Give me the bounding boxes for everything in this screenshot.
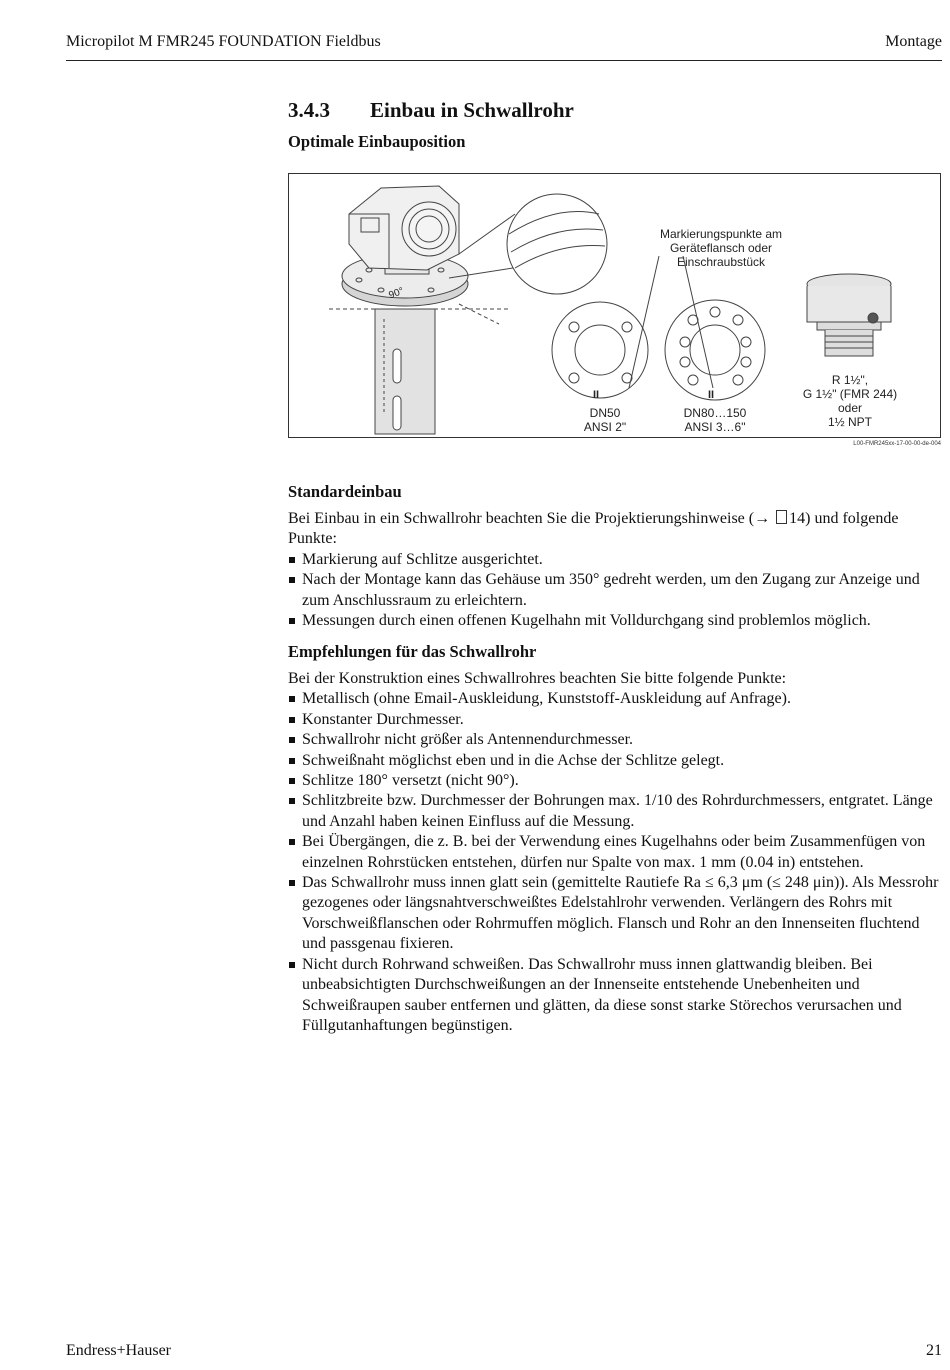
recommendations-heading: Empfehlungen für das Schwallrohr (288, 642, 537, 661)
recommendations-intro: Bei der Konstruktion eines Schwallrohres beachten Sie bitte folgende Punkte: (288, 670, 787, 687)
list-item: Bei Übergängen, die z. B. bei der Verwendung eines Kugelhahns oder beim Zusammenfügen von einzelnen Rohrstücken entstehen, dürfen nur Spalte von max. 1 mm (0.04 in) entstehen. (288, 832, 943, 873)
flange-dn80-ansi: ANSI 3…6" (684, 420, 746, 434)
page-number: 21 (926, 1342, 942, 1359)
list-item: Nach der Montage kann das Gehäuse um 350° gedreht werden, um den Zugang zur Anzeige und zum Anschlussraum zu erleichtern. (288, 570, 943, 611)
list-item: Schlitze 180° versetzt (nicht 90°). (288, 771, 943, 791)
flange-dn80-label: DN80…150 (683, 406, 747, 420)
footer-brand: Endress+Hauser (66, 1342, 171, 1359)
list-item: Schweißnaht möglichst eben und in die Achse der Schlitze gelegt. (288, 751, 943, 771)
section-title: Einbau in Schwallrohr (370, 98, 574, 122)
list-item: Schlitzbreite bzw. Durchmesser der Bohrungen max. 1/10 des Rohrdurchmessers, entgratet. Länge und Anzahl haben keinen Einfluss auf die Messung. (288, 791, 943, 832)
standard-installation-body (288, 509, 943, 631)
running-header-section: Montage (885, 33, 942, 50)
thread-label-line1: R 1½", (831, 373, 869, 387)
markers-label-line1: Markierungspunkte am (659, 227, 783, 241)
standard-bullet-list (288, 550, 943, 632)
flange-dn50-ansi: ANSI 2" (583, 420, 627, 434)
list-item: Nicht durch Rohrwand schweißen. Das Schwallrohr muss innen glattwandig bleiben. Bei unbeabsichtigten Durchschweißungen an der Innenseite entstehende Unebenheiten und Schweißraupen sauber entfernen und glätten, da diese sonst starke Störechos verursachen und Füllgutanhaftungen begünstigen. (288, 955, 943, 1037)
angle-label: 90° (387, 285, 406, 302)
list-item: Markierung auf Schlitze ausgerichtet. (288, 550, 943, 570)
page-reference-icon (776, 510, 787, 524)
list-item: Metallisch (ohne Email-Auskleidung, Kunststoff-Auskleidung auf Anfrage). (288, 689, 943, 709)
list-item: Messungen durch einen offenen Kugelhahn mit Volldurchgang sind problemlos möglich. (288, 611, 943, 631)
list-item: Das Schwallrohr muss innen glatt sein (gemittelte Rautiefe Ra ≤ 6,3 μm (≤ 248 μin)). Als Messrohr gezogenes oder längsnahtverschweißtes Edelstahlrohr verwenden. Verlängern des Rohrs mit Vorschweißflanschen oder Rohrmuffen möglich. Flansch und Rohr an den Innenseiten fluchtend und passgenau fixieren. (288, 873, 943, 955)
list-item: Konstanter Durchmesser. (288, 710, 943, 730)
standard-installation-heading: Standardeinbau (288, 482, 402, 501)
recommendations-body (288, 669, 943, 1036)
optimal-position-heading: Optimale Einbauposition (288, 132, 466, 151)
page-reference: 14 (789, 510, 806, 527)
flange-dn50-label: DN50 (589, 406, 621, 420)
markers-label-line2: Geräteflansch oder Einschraubstück (669, 241, 773, 269)
running-header-title: Micropilot M FMR245 FOUNDATION Fieldbus (66, 33, 381, 50)
recommendations-bullet-list (288, 689, 943, 1036)
arrow-symbol: → (754, 510, 771, 527)
thread-label-line2: G 1½" (FMR 244) (802, 387, 898, 401)
mark-symbol-dn50: II (593, 389, 600, 401)
thread-label-line4: 1½ NPT (827, 415, 872, 429)
figure-reference: L00-FMR245xx-17-00-00-de-004 (853, 441, 941, 447)
list-item: Schwallrohr nicht größer als Antennendurchmesser. (288, 730, 943, 750)
thread-label-line3: oder (837, 401, 863, 415)
section-number: 3.4.3 (288, 98, 330, 122)
section-heading (288, 98, 574, 123)
mark-symbol-dn80: II (708, 389, 715, 401)
header-divider (66, 60, 942, 61)
installation-figure (288, 173, 941, 438)
standard-intro: Bei Einbau in ein Schwallrohr beachten Sie die Projektierungshinweise (→ 14) und folgende Punkte: (288, 510, 899, 548)
